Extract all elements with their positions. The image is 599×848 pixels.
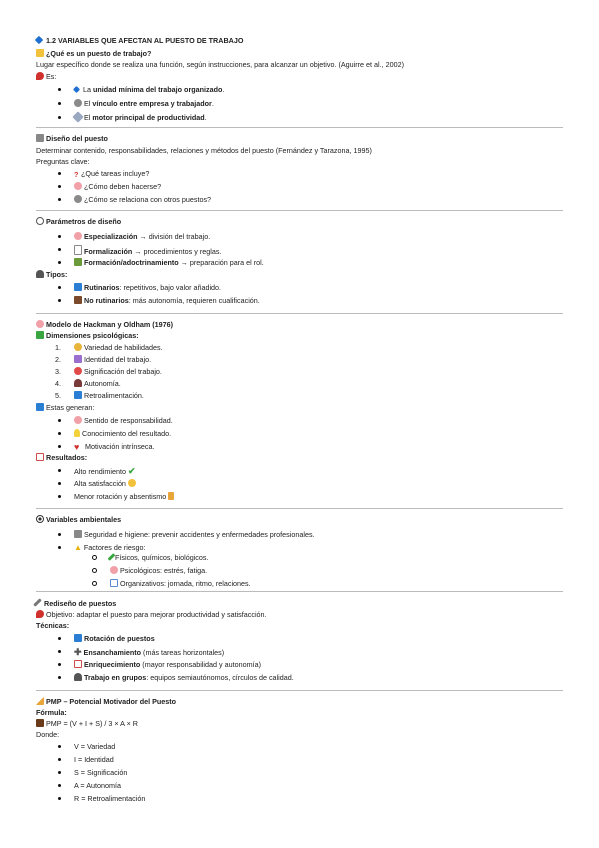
section-title: Modelo de Hackman y Oldham (1976): [36, 320, 173, 329]
number: 1.: [55, 343, 61, 352]
list-item: Alto rendimiento ✔: [74, 466, 136, 476]
plus-icon: ✚: [74, 647, 82, 657]
bullet: [58, 784, 61, 787]
calendar-icon: [110, 579, 118, 587]
sub-list-item: Físicos, químicos, biológicos.: [110, 553, 208, 562]
bullet: [58, 495, 61, 498]
definition-text: Determinar contenido, responsabilidades, relaciones y métodos del puesto (Fernández y Tarazona, 1995): [36, 146, 372, 155]
sub-list-item: Organizativos: jornada, ritmo, relaciones.: [110, 579, 251, 588]
question-mark-icon: ?: [74, 170, 79, 179]
section-title: Parámetros de diseño: [36, 217, 121, 226]
smiley-icon: [128, 479, 136, 487]
list-item: La unidad mínima del trabajo organizado.: [74, 85, 224, 94]
heart-icon: ♥: [74, 442, 80, 452]
bullet: [58, 650, 61, 653]
bullet: [58, 286, 61, 289]
brain-icon: [74, 232, 82, 240]
bullet: [58, 116, 61, 119]
list-item: Especialización → división del trabajo.: [74, 232, 210, 241]
chart-icon: [74, 660, 82, 668]
list-item: Sentido de responsabilidad.: [74, 416, 173, 425]
number: 5.: [55, 391, 61, 400]
formula-label: Fórmula:: [36, 708, 67, 717]
divider: [36, 508, 563, 509]
list-item: Rotación de puestos: [74, 634, 155, 643]
briefcase-icon: [74, 296, 82, 304]
sub-bullet: [92, 581, 97, 586]
donde-label: Donde:: [36, 730, 60, 739]
bullet: [58, 248, 61, 251]
list-item: ¿Cómo deben hacerse?: [74, 182, 161, 191]
list-item: Trabajo en grupos: equipos semiautónomos, círculos de calidad.: [74, 673, 294, 682]
bullet: [58, 745, 61, 748]
lightbulb-icon: [74, 429, 80, 437]
bullet: [58, 261, 61, 264]
tipos-label: Tipos:: [36, 270, 67, 279]
palette-icon: [74, 343, 82, 351]
list-item: ♥ Motivación intrínseca.: [74, 442, 155, 452]
bullet: [58, 637, 61, 640]
triangle-ruler-icon: [36, 697, 44, 705]
bullet: [58, 299, 61, 302]
blue-diamond-icon: [35, 36, 43, 44]
brain-icon: [74, 416, 82, 424]
list-item: Significación del trabajo.: [74, 367, 162, 376]
list-item: El motor principal de productividad.: [74, 113, 207, 122]
bullet: [58, 533, 61, 536]
construction-worker-icon: [36, 49, 44, 57]
bullet: [58, 432, 61, 435]
number: 4.: [55, 379, 61, 388]
list-item: Enriquecimiento (mayor responsabilidad y autonomía): [74, 660, 261, 669]
divider: [36, 127, 563, 128]
brain-icon: [110, 566, 118, 574]
document-icon: [74, 245, 82, 255]
divider: [36, 313, 563, 314]
number: 3.: [55, 367, 61, 376]
pencil-icon: [33, 598, 41, 606]
sub-bullet: [92, 568, 97, 573]
abacus-icon: [36, 719, 44, 727]
link-icon: [74, 99, 82, 107]
list-item: ✚ Ensanchamiento (más tareas horizontales): [74, 647, 225, 657]
bullet: [58, 88, 61, 91]
list-item: ? ¿Qué tareas incluye?: [74, 169, 150, 179]
list-item: Formación/adoctrinamiento → preparación para el rol.: [74, 258, 264, 267]
divider: [36, 210, 563, 211]
definition-text: Lugar específico donde se realiza una función, según instrucciones, para alcanzar un objetivo. (Aguirre et al., 2002): [36, 60, 404, 69]
warning-icon: ▲: [74, 543, 82, 552]
bullet: [58, 797, 61, 800]
teacher-icon: [74, 258, 82, 266]
section-title: Diseño del puesto: [36, 134, 108, 143]
list-item: No rutinarios: más autonomía, requieren cualificación.: [74, 296, 260, 305]
people-icon: [74, 673, 82, 681]
door-icon: [168, 492, 174, 500]
puzzle-icon: [36, 331, 44, 339]
list-item: V = Variedad: [74, 742, 116, 751]
tools-icon: [74, 530, 82, 538]
check-icon: ✔: [127, 466, 136, 476]
list-item: Seguridad e higiene: prevenir accidentes y enfermedades profesionales.: [74, 530, 315, 539]
bullet: [58, 663, 61, 666]
bullet: [58, 185, 61, 188]
sub-list-item: Psicológicos: estrés, fatiga.: [110, 566, 207, 575]
preguntas-label: Preguntas clave:: [36, 157, 90, 166]
list-item: Menor rotación y absentismo: [74, 492, 176, 501]
list-item: I = Identidad: [74, 755, 114, 764]
formula: PMP = (V + I + S) / 3 × A × R: [36, 719, 138, 728]
question-heading: ¿Qué es un puesto de trabajo?: [36, 49, 151, 58]
bullet: [58, 445, 61, 448]
arrow-down-icon: [36, 403, 44, 411]
divider: [36, 591, 563, 592]
tecnicas-label: Técnicas:: [36, 621, 70, 630]
list-item: Formalización → procedimientos y reglas.: [74, 245, 221, 256]
tools-icon: [36, 134, 44, 142]
list-item: Identidad del trabajo.: [74, 355, 151, 364]
list-item: Autonomía.: [74, 379, 121, 388]
number: 2.: [55, 355, 61, 364]
repeat-icon: [74, 634, 82, 642]
list-item: Conocimiento del resultado.: [74, 429, 171, 438]
link-icon: [74, 195, 82, 203]
id-card-icon: [74, 355, 82, 363]
radio-button-icon: [36, 515, 44, 523]
bullet: [58, 102, 61, 105]
section-title: Rediseño de puestos: [36, 598, 116, 608]
bullet: [58, 235, 61, 238]
list-item: El vínculo entre empresa y trabajador.: [74, 99, 214, 108]
resultados-label: Resultados:: [36, 453, 87, 462]
list-item: Variedad de habilidades.: [74, 343, 163, 352]
bullet: [58, 771, 61, 774]
list-item: S = Significación: [74, 768, 128, 777]
people-icon: [36, 270, 44, 278]
objetivo-text: Objetivo: adaptar el puesto para mejorar productividad y satisfacción.: [36, 610, 267, 619]
chart-icon: [36, 453, 44, 461]
list-item: Rutinarios: repetitivos, bajo valor añadido.: [74, 283, 221, 292]
sub-bullet: [92, 555, 97, 560]
list-item: Alta satisfacción: [74, 479, 138, 488]
section-title: Variables ambientales: [36, 515, 121, 524]
divider: [36, 690, 563, 691]
gear-icon: [36, 217, 44, 225]
bullet: [58, 546, 61, 549]
person-icon: [74, 379, 82, 387]
brain-icon: [36, 320, 44, 328]
bullet: [58, 469, 61, 472]
generan-label: Estas generan:: [36, 403, 94, 412]
es-label: Es:: [36, 72, 56, 81]
bullet: [58, 758, 61, 761]
bullet: [58, 419, 61, 422]
bullet: [58, 676, 61, 679]
list-item: A = Autonomía: [74, 781, 121, 790]
brain-icon: [74, 182, 82, 190]
dimensiones-label: Dimensiones psicológicas:: [36, 331, 139, 340]
pushpin-icon: [36, 610, 44, 618]
bullet: [58, 482, 61, 485]
list-item: ¿Cómo se relaciona con otros puestos?: [74, 195, 211, 204]
list-item: ▲ Factores de riesgo:: [74, 543, 146, 552]
bullet: [58, 198, 61, 201]
blue-diamond-icon: [73, 86, 80, 93]
rocket-icon: [72, 111, 83, 122]
list-item: Retroalimentación.: [74, 391, 144, 400]
repeat-icon: [74, 391, 82, 399]
list-item: R = Retroalimentación: [74, 794, 146, 803]
target-icon: [74, 367, 82, 375]
section-title: 1.2 VARIABLES QUE AFECTAN AL PUESTO DE TRABAJO: [36, 36, 243, 45]
repeat-icon: [74, 283, 82, 291]
pushpin-icon: [36, 72, 44, 80]
section-title: PMP – Potencial Motivador del Puesto: [36, 697, 176, 706]
bullet: [58, 172, 61, 175]
